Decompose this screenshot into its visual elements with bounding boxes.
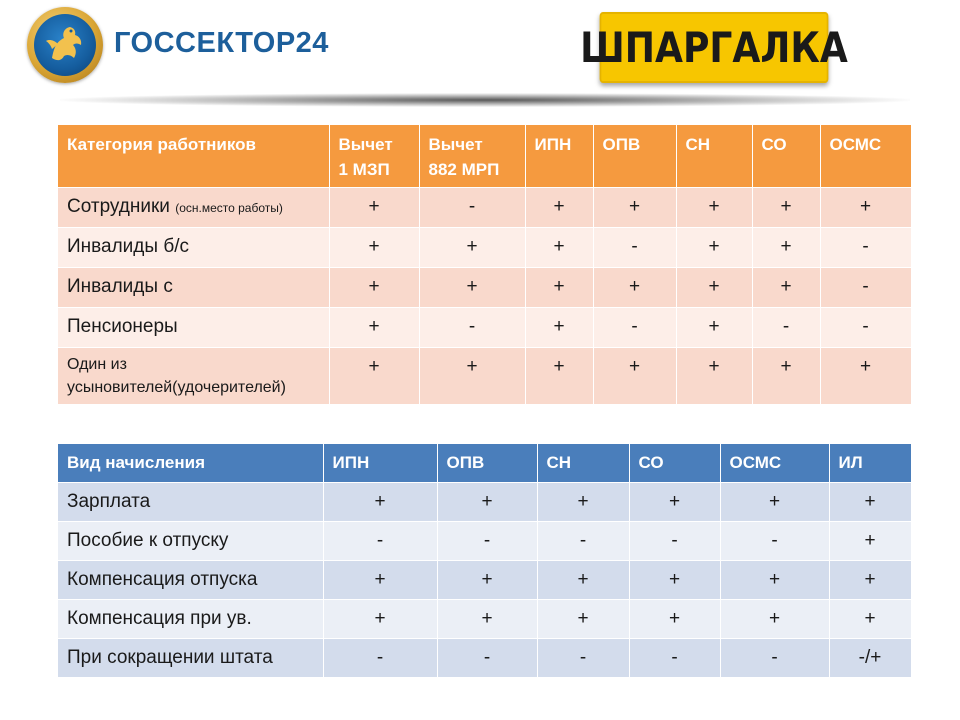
category-label: Сотрудники — [67, 196, 170, 217]
table-cell: + — [437, 483, 537, 522]
row-category: Компенсация отпуска — [58, 561, 323, 600]
table-cell: + — [525, 188, 593, 228]
table-cell: - — [419, 308, 525, 348]
table-row — [58, 600, 911, 639]
table-cell: + — [329, 268, 419, 308]
column-header: СН — [537, 444, 629, 483]
table-cell: + — [593, 188, 676, 228]
row-category — [58, 188, 329, 228]
table-cell: - — [437, 639, 537, 678]
table-cell: + — [629, 483, 720, 522]
column-header: ОПВ — [437, 444, 537, 483]
category-label: Пенсионеры — [67, 316, 178, 337]
table-cell: - — [629, 639, 720, 678]
table-cell: + — [537, 561, 629, 600]
table-cell: - — [419, 188, 525, 228]
table-cell: + — [329, 228, 419, 268]
table-cell: + — [525, 228, 593, 268]
table-cell: + — [329, 348, 419, 405]
slide-header — [0, 0, 960, 115]
column-header: Категория работников — [58, 125, 329, 188]
column-header: ИЛ — [829, 444, 911, 483]
column-header: ИПН — [525, 125, 593, 188]
table-cell: - — [537, 522, 629, 561]
table-cell: + — [676, 308, 752, 348]
category-label: Один из усыновителей(удочерителей) — [67, 356, 286, 396]
cheat-sheet-badge: ШПАРГАЛКА — [600, 12, 829, 83]
table-cell: - — [593, 308, 676, 348]
table-cell: - — [437, 522, 537, 561]
table-cell: -/+ — [829, 639, 911, 678]
table-cell: + — [537, 600, 629, 639]
table-cell: - — [820, 308, 911, 348]
table-cell: + — [752, 228, 820, 268]
table-cell: + — [829, 600, 911, 639]
table-row — [58, 561, 911, 600]
row-category — [58, 228, 329, 268]
table-cell: + — [752, 268, 820, 308]
category-label: Инвалиды с — [67, 276, 173, 297]
column-header: Вычет 1 МЗП — [329, 125, 419, 188]
table-cell: + — [676, 228, 752, 268]
table-cell: + — [419, 268, 525, 308]
table-row — [58, 308, 911, 348]
table-cell: + — [676, 348, 752, 405]
table-cell: + — [593, 348, 676, 405]
table-row — [58, 639, 911, 678]
table-cell: + — [437, 600, 537, 639]
table-row — [58, 522, 911, 561]
accrual-type-table — [58, 444, 912, 677]
table-cell: + — [437, 561, 537, 600]
table-cell: + — [720, 561, 829, 600]
table-row — [58, 188, 911, 228]
row-category: Зарплата — [58, 483, 323, 522]
employee-category-table — [58, 125, 912, 404]
table-cell: + — [820, 348, 911, 405]
brand-name: ГОССЕКТОР24 — [114, 27, 329, 59]
table-cell: - — [323, 522, 437, 561]
table2-header-row — [58, 444, 911, 483]
table-cell: + — [829, 522, 911, 561]
table-cell: + — [676, 188, 752, 228]
table-cell: + — [323, 483, 437, 522]
column-header: СО — [629, 444, 720, 483]
table-cell: + — [525, 348, 593, 405]
table-cell: + — [829, 561, 911, 600]
table-row — [58, 228, 911, 268]
table-cell: + — [525, 308, 593, 348]
table-cell: + — [829, 483, 911, 522]
table-cell: + — [752, 348, 820, 405]
table-cell: + — [419, 228, 525, 268]
row-category: Пособие к отпуску — [58, 522, 323, 561]
row-category — [58, 348, 329, 405]
table-cell: + — [720, 600, 829, 639]
table-cell: - — [820, 228, 911, 268]
table-row — [58, 348, 911, 405]
table-row — [58, 268, 911, 308]
griffin-emblem-icon — [27, 7, 103, 83]
header-divider — [60, 93, 910, 107]
table-cell: + — [329, 308, 419, 348]
category-note: (осн.место работы) — [175, 201, 283, 215]
table-cell: - — [323, 639, 437, 678]
table-cell: + — [629, 600, 720, 639]
table-cell: - — [720, 639, 829, 678]
table-cell: + — [629, 561, 720, 600]
table-cell: + — [676, 268, 752, 308]
column-header: Вычет 882 МРП — [419, 125, 525, 188]
table-cell: + — [752, 188, 820, 228]
column-header: ОСМС — [820, 125, 911, 188]
row-category: Компенсация при ув. — [58, 600, 323, 639]
table-cell: + — [820, 188, 911, 228]
row-category: При сокращении штата — [58, 639, 323, 678]
category-label: Инвалиды б/с — [67, 236, 189, 257]
row-category — [58, 268, 329, 308]
column-header: Вид начисления — [58, 444, 323, 483]
table-cell: - — [593, 228, 676, 268]
column-header: СН — [676, 125, 752, 188]
table-cell: - — [720, 522, 829, 561]
table1-header-row — [58, 125, 911, 188]
table-cell: + — [593, 268, 676, 308]
column-header: СО — [752, 125, 820, 188]
table-cell: + — [329, 188, 419, 228]
table-row — [58, 483, 911, 522]
table-cell: + — [720, 483, 829, 522]
table-cell: - — [820, 268, 911, 308]
table-cell: - — [537, 639, 629, 678]
table-cell: + — [323, 600, 437, 639]
column-header: ИПН — [323, 444, 437, 483]
table-cell: + — [419, 348, 525, 405]
column-header: ОСМС — [720, 444, 829, 483]
row-category — [58, 308, 329, 348]
table-cell: - — [629, 522, 720, 561]
column-header: ОПВ — [593, 125, 676, 188]
table-cell: + — [323, 561, 437, 600]
table-cell: + — [525, 268, 593, 308]
table-cell: - — [752, 308, 820, 348]
table-cell: + — [537, 483, 629, 522]
